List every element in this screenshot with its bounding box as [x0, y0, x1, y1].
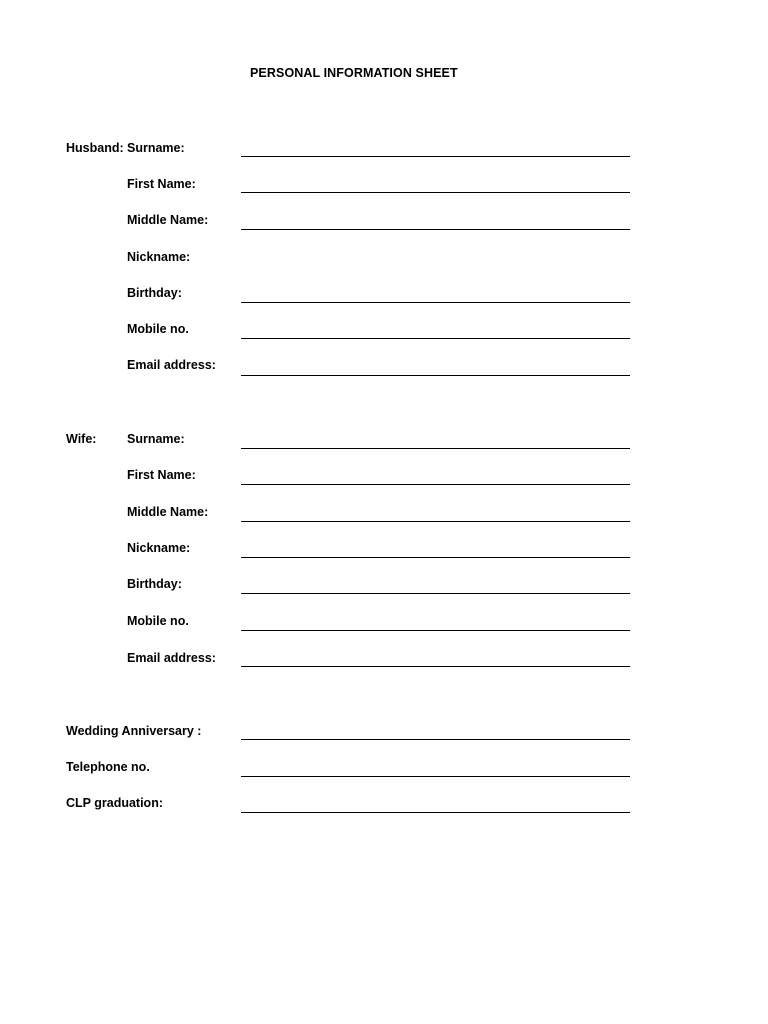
telephone-field[interactable]	[241, 776, 630, 777]
husband-mobile-field[interactable]	[241, 338, 630, 339]
wife-section-label: Wife:	[66, 432, 97, 446]
wife-birthday-label: Birthday:	[127, 577, 182, 591]
husband-nickname-label: Nickname:	[127, 250, 191, 264]
wife-first-name-field[interactable]	[241, 484, 630, 485]
wife-email-label: Email address:	[127, 651, 216, 665]
husband-middle-name-label: Middle Name:	[127, 213, 209, 227]
wife-middle-name-label: Middle Name:	[127, 505, 209, 519]
husband-birthday-field[interactable]	[241, 302, 630, 303]
page-title: PERSONAL INFORMATION SHEET	[250, 66, 458, 80]
husband-first-name-field[interactable]	[241, 192, 630, 193]
husband-middle-name-field[interactable]	[241, 229, 630, 230]
husband-email-field[interactable]	[241, 375, 630, 376]
clp-graduation-field[interactable]	[241, 812, 630, 813]
wife-email-field[interactable]	[241, 666, 630, 667]
husband-surname-label: Surname:	[127, 141, 185, 155]
wife-surname-label: Surname:	[127, 432, 185, 446]
wife-first-name-label: First Name:	[127, 468, 196, 482]
husband-birthday-label: Birthday:	[127, 286, 182, 300]
telephone-label: Telephone no.	[66, 760, 150, 774]
wife-nickname-field[interactable]	[241, 557, 630, 558]
wife-middle-name-field[interactable]	[241, 521, 630, 522]
husband-first-name-label: First Name:	[127, 177, 196, 191]
husband-mobile-label: Mobile no.	[127, 322, 189, 336]
husband-surname-field[interactable]	[241, 156, 630, 157]
wedding-anniversary-label: Wedding Anniversary :	[66, 724, 202, 738]
wife-mobile-label: Mobile no.	[127, 614, 189, 628]
clp-graduation-label: CLP graduation:	[66, 796, 163, 810]
wedding-anniversary-field[interactable]	[241, 739, 630, 740]
wife-birthday-field[interactable]	[241, 593, 630, 594]
wife-nickname-label: Nickname:	[127, 541, 191, 555]
husband-email-label: Email address:	[127, 358, 216, 372]
husband-section-label: Husband:	[66, 141, 124, 155]
wife-mobile-field[interactable]	[241, 630, 630, 631]
wife-surname-field[interactable]	[241, 448, 630, 449]
